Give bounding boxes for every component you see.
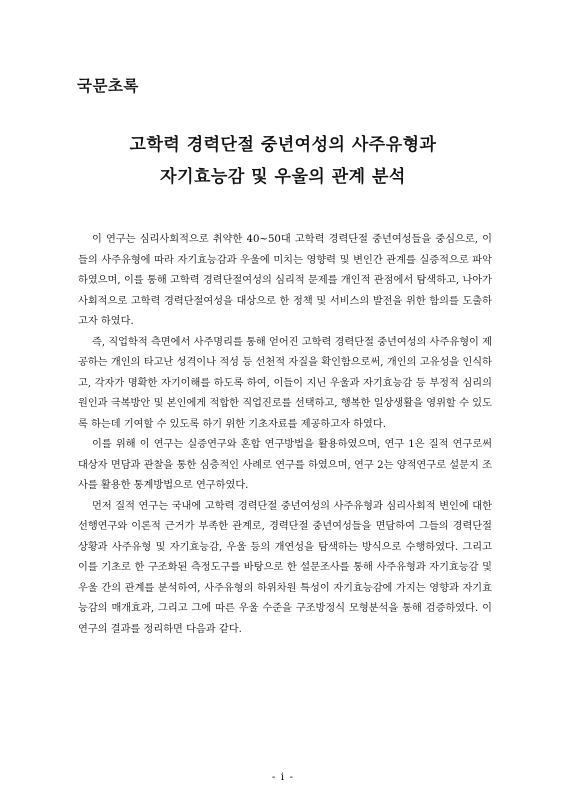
paragraph-2: 즉, 직업학적 측면에서 사주명리를 통해 얻어진 고학력 경력단절 중년여성의 사주유형이 제공하는 개인의 타고난 성격이나 적성 등 선천적 자질을 확인함으로써, 개인의 고유성을 인식하고, 각자가 명확한 자기이해를 하도록 하여, 이들이 지닌 우울과 자기효능감 등 부정적 심리의 원인과 극복방안 및 본인에게 적합한 직업진로를 선택하고, 행복한 일상생활을 영위할 수 있도록 하는데 기여할 수 있도록 하기 위한 기초자료를 제공하고자 하였다.	[78, 336, 492, 430]
title-line-1: 고학력 경력단절 중년여성의 사주유형과	[129, 135, 437, 155]
title-line-2: 자기효능감 및 우울의 관계 분석	[160, 167, 406, 187]
page-number: - i -	[271, 771, 295, 783]
paragraph-1: 이 연구는 심리사회적으로 취약한 40~50대 고학력 경력단절 중년여성들을 중심으로, 이들의 사주유형에 따라 자기효능감과 우울에 미치는 영향력 및 변인간 관계를 실증적으로 파악하였으며, 이를 통해 고학력 경력단절여성의 심리적 문제를 개인적 관점에서 탐색하고, 나아가 사회적으로 고학력 경력단절여성을 대상으로 한 정책 및 서비스의 발전을 위한 함의를 도출하고자 하였다.	[78, 234, 492, 327]
abstract-body	[78, 230, 492, 640]
paragraph-3: 이를 위해 이 연구는 실증연구와 혼합 연구방법을 활용하였으며, 연구 1은 질적 연구로써 대상자 면담과 관찰을 통한 심층적인 사례로 연구를 하였으며, 연구 2는 양적연구로 설문지 조사를 활용한 통계방법으로 연구하였다.	[78, 439, 492, 491]
section-label: 국문초록	[77, 76, 139, 95]
paragraph-4: 먼저 질적 연구는 국내에 고학력 경력단절 중년여성의 사주유형과 심리사회적 변인에 대한 선행연구와 이론적 근거가 부족한 관계로, 경력단절 중년여성들을 면담하여 그들의 경력단절 상황과 사주유형 및 자기효능감, 우울 등의 개연성을 탐색하는 방식으로 수행하였다. 그리고 이를 기초로 한 구조화된 측정도구를 바탕으로 한 설문조사를 통해 사주유형과 자기효능감 및 우울 간의 관계를 분석하여, 사주유형의 하위차원 특성이 자기효능감에 가지는 영향과 자기효능감의 매개효과, 그리고 그에 따른 우울 수준을 구조방정식 모형분석을 통해 검증하였다. 이 연구의 결과를 정리하면 다음과 같다.	[78, 500, 492, 635]
